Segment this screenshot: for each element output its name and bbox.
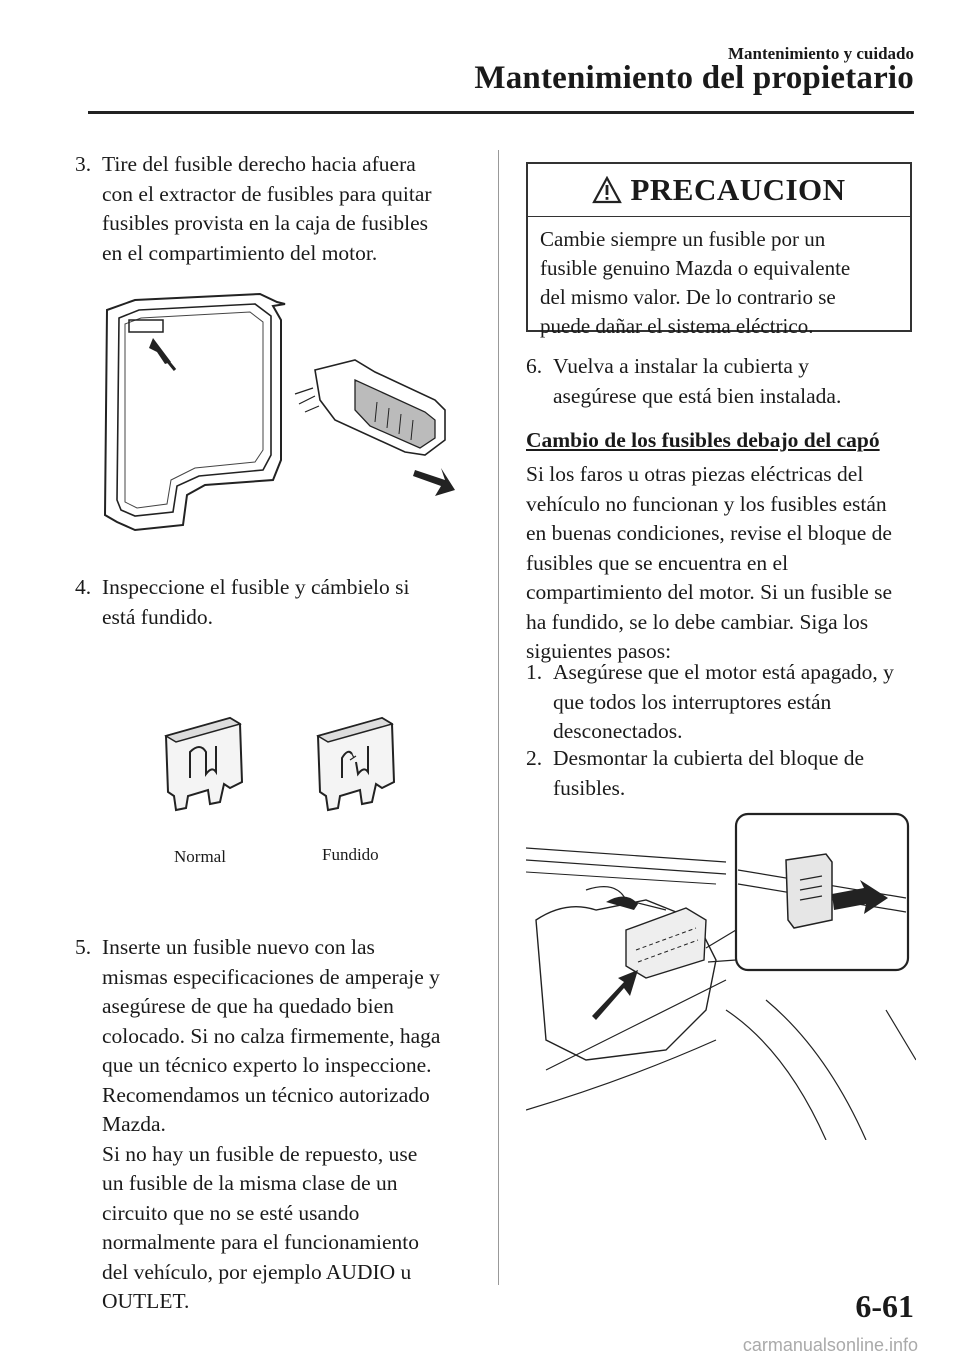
step-6 [526,352,926,411]
caution-title: PRECAUCION [630,172,846,207]
caution-line: puede dañar el sistema eléctrico. [540,314,814,338]
step-1-number: 1. [526,660,543,684]
intro-line: ha fundido, se lo debe cambiar. Siga los [526,609,869,634]
intro-line: en buenas condiciones, revise el bloque de [526,521,892,545]
step-5-line: mismas especificaciones de amperaje y [102,964,440,989]
intro-line: Si los faros u otras piezas eléctricas del [526,462,864,486]
section-subheading: Cambio de los fusibles debajo del capó [526,428,880,452]
step-6-line: Vuelva a instalar la cubierta y [553,354,809,378]
step-5-line: colocado. Si no calza firmemente, haga [102,1023,441,1048]
step-4-number: 4. [75,575,92,599]
step-2-line: fusibles. [553,775,626,800]
step-5-line: OUTLET. [102,1289,190,1313]
engine-fuse-block-illustration [526,810,916,1140]
step-3-number: 3. [75,152,92,176]
step-4 [75,573,485,632]
step-4-line: está fundido. [102,604,214,629]
watermark: carmanualsonline.info [742,1335,918,1355]
step-5-line: un fusible de la misma clase de un [102,1171,398,1195]
step-5-line: normalmente para el funcionamiento [102,1230,419,1254]
caution-line: fusible genuino Mazda o equivalente [540,256,851,280]
step-3-line: en el compartimiento del motor. [102,240,378,265]
step-5 [75,933,490,1317]
normal-fuse-illustration [160,712,250,812]
blown-fuse-caption: Fundido [322,845,379,864]
caution-line: del mismo valor. De lo contrario se [540,285,836,309]
step-3 [75,150,485,268]
intro-line: vehículo no funcionan y los fusibles están [526,491,887,516]
intro-paragraph [526,460,926,667]
step-5-line: Inserte un fusible nuevo con las [102,935,375,959]
step-1 [526,658,926,747]
intro-line: compartimiento del motor. Si un fusible se [526,580,893,604]
step-5-line: que un técnico experto lo inspeccione. [102,1053,432,1077]
step-5-number: 5. [75,935,92,959]
caution-body [528,217,910,349]
step-3-line: con el extractor de fusibles para quitar [102,181,432,206]
step-3-line: fusibles provista en la caja de fusibles [102,211,428,235]
fuse-box-illustration [95,290,470,535]
step-2-line: Desmontar la cubierta del bloque de [553,746,865,770]
step-5-line: Si no hay un fusible de repuesto, use [102,1141,418,1166]
page-number: 6-61 [855,1288,914,1324]
intro-line: fusibles que se encuentra en el [526,550,789,575]
step-5-line: del vehículo, por ejemplo AUDIO u [102,1259,412,1284]
step-4-line: Inspeccione el fusible y cámbielo si [102,575,410,599]
page-title: Mantenimiento del propietario [474,60,914,96]
step-6-number: 6. [526,354,543,378]
warning-triangle-icon [592,176,622,204]
step-1-line: que todos los interruptores están [553,689,832,714]
blown-fuse-illustration [312,712,402,812]
step-1-line: Asegúrese que el motor está apagado, y [553,660,894,684]
header-rule [88,111,914,114]
normal-fuse-caption: Normal [174,847,226,866]
section-label: Mantenimiento y cuidado [727,44,914,63]
intro-line: siguientes pasos: [526,639,672,663]
caution-line: Cambie siempre un fusible por un [540,227,826,251]
step-2 [526,744,926,803]
step-2-number: 2. [526,746,543,770]
step-3-line: Tire del fusible derecho hacia afuera [102,152,416,176]
column-divider [498,150,499,1285]
caution-box [526,162,912,338]
step-5-line: asegúrese de que ha quedado bien [102,994,394,1018]
step-5-line: circuito que no se esté usando [102,1200,360,1225]
caution-header [528,164,910,217]
step-5-line: Mazda. [102,1112,166,1136]
step-6-line: asegúrese que está bien instalada. [553,383,842,408]
step-5-line: Recomendamos un técnico autorizado [102,1082,430,1107]
step-1-line: desconectados. [553,719,683,743]
